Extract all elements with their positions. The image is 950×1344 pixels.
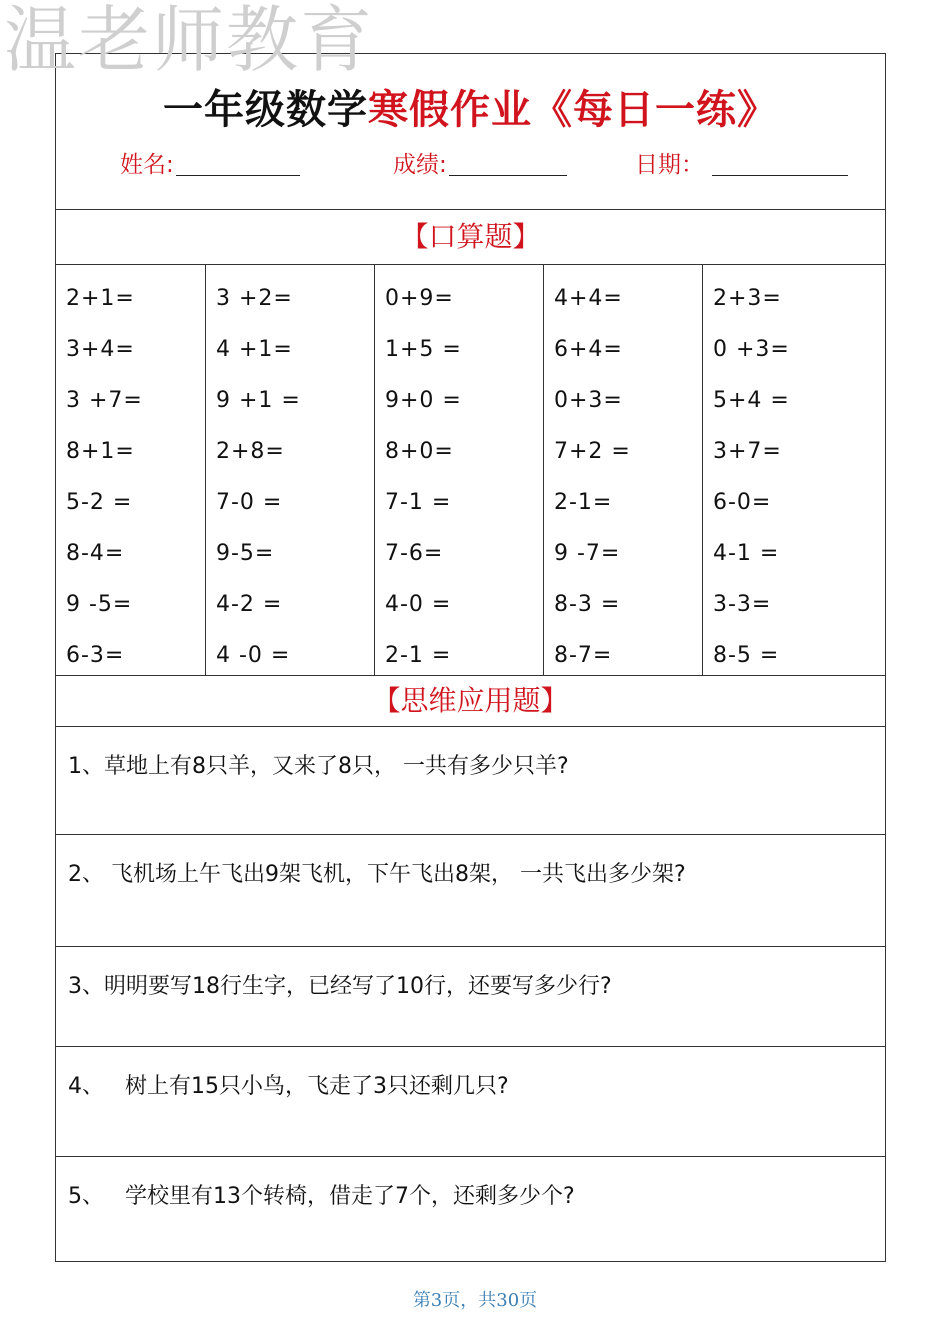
- oral-equation: 9 +1 =: [216, 388, 301, 413]
- oral-equation: 3+7=: [713, 439, 782, 464]
- title-assignment: 寒假作业《每日一练》: [368, 87, 778, 133]
- word-problem-2: [56, 835, 885, 947]
- worksheet: [55, 53, 886, 1262]
- oral-equation: 9+0 =: [385, 388, 462, 413]
- oral-equation: 3-3=: [713, 592, 772, 617]
- date-label: 日期：: [635, 152, 704, 178]
- oral-equation: 9-5=: [216, 541, 275, 566]
- oral-section-heading: 【口算题】: [56, 209, 885, 265]
- oral-arithmetic-grid: [56, 264, 885, 676]
- oral-equation: 4+4=: [554, 286, 623, 311]
- word-problem-3: [56, 947, 885, 1047]
- score-blank[interactable]: [449, 153, 567, 176]
- oral-equation: 2-1=: [554, 490, 613, 515]
- oral-equation: 8-4=: [66, 541, 125, 566]
- oral-equation: 2+8=: [216, 439, 285, 464]
- oral-equation: 8+0=: [385, 439, 454, 464]
- watermark-text: 温老师教育: [4, 0, 375, 82]
- student-info-fields: [56, 146, 885, 176]
- page-footer: 第3页，共30页: [412, 1290, 538, 1311]
- oral-equation: 0 +3=: [713, 337, 790, 362]
- oral-equation: 9 -5=: [66, 592, 133, 617]
- oral-equation: 8-7=: [554, 643, 613, 668]
- oral-equation: 4-0 =: [385, 592, 452, 617]
- oral-equation: 2+3=: [713, 286, 782, 311]
- oral-column-5: [703, 264, 887, 675]
- oral-equation: 4 -0 =: [216, 643, 291, 668]
- oral-equation: 7-1 =: [385, 490, 452, 515]
- oral-equation: 7-6=: [385, 541, 444, 566]
- oral-column-1: [56, 264, 206, 675]
- oral-column-4: [544, 264, 703, 675]
- oral-equation: 7-0 =: [216, 490, 283, 515]
- oral-equation: 0+3=: [554, 388, 623, 413]
- date-blank[interactable]: [712, 153, 848, 176]
- oral-equation: 4-2 =: [216, 592, 283, 617]
- oral-equation: 8-3 =: [554, 592, 621, 617]
- name-label: 姓名:: [120, 152, 174, 178]
- page-title: [56, 78, 885, 135]
- word-problem-text: 1、草地上有8只羊，又来了8只， 一共有多少只羊?: [68, 754, 569, 779]
- title-subject: 一年级数学: [163, 87, 368, 133]
- oral-equation: 3 +2=: [216, 286, 293, 311]
- oral-equation: 0+9=: [385, 286, 454, 311]
- word-problem-text: 4、 树上有15只小鸟，飞走了3只还剩几只?: [68, 1074, 509, 1099]
- oral-equation: 6-3=: [66, 643, 125, 668]
- name-field: [120, 146, 300, 179]
- date-field: [635, 146, 848, 179]
- word-problem-4: [56, 1047, 885, 1157]
- word-problem-5: [56, 1157, 885, 1262]
- application-section-heading: 【思维应用题】: [56, 676, 885, 727]
- oral-equation: 1+5 =: [385, 337, 462, 362]
- oral-column-2: [206, 264, 375, 675]
- word-problem-text: 5、 学校里有13个转椅，借走了7个，还剩多少个?: [68, 1184, 575, 1209]
- oral-equation: 4 +1=: [216, 337, 293, 362]
- oral-equation: 8-5 =: [713, 643, 780, 668]
- oral-equation: 9 -7=: [554, 541, 621, 566]
- oral-equation: 6+4=: [554, 337, 623, 362]
- oral-equation: 6-0=: [713, 490, 772, 515]
- oral-equation: 2-1 =: [385, 643, 452, 668]
- word-problem-1: [56, 727, 885, 835]
- oral-equation: 5-2 =: [66, 490, 133, 515]
- oral-equation: 2+1=: [66, 286, 135, 311]
- name-blank[interactable]: [176, 153, 300, 176]
- oral-equation: 4-1 =: [713, 541, 780, 566]
- oral-equation: 7+2 =: [554, 439, 631, 464]
- word-problem-text: 3、明明要写18行生字，已经写了10行，还要写多少行?: [68, 974, 612, 999]
- score-field: [393, 146, 567, 179]
- oral-equation: 3 +7=: [66, 388, 143, 413]
- oral-equation: 5+4 =: [713, 388, 790, 413]
- word-problem-text: 2、 飞机场上午飞出9架飞机，下午飞出8架， 一共飞出多少架?: [68, 862, 686, 887]
- score-label: 成绩:: [393, 152, 447, 178]
- oral-column-3: [375, 264, 544, 675]
- oral-equation: 3+4=: [66, 337, 135, 362]
- oral-equation: 8+1=: [66, 439, 135, 464]
